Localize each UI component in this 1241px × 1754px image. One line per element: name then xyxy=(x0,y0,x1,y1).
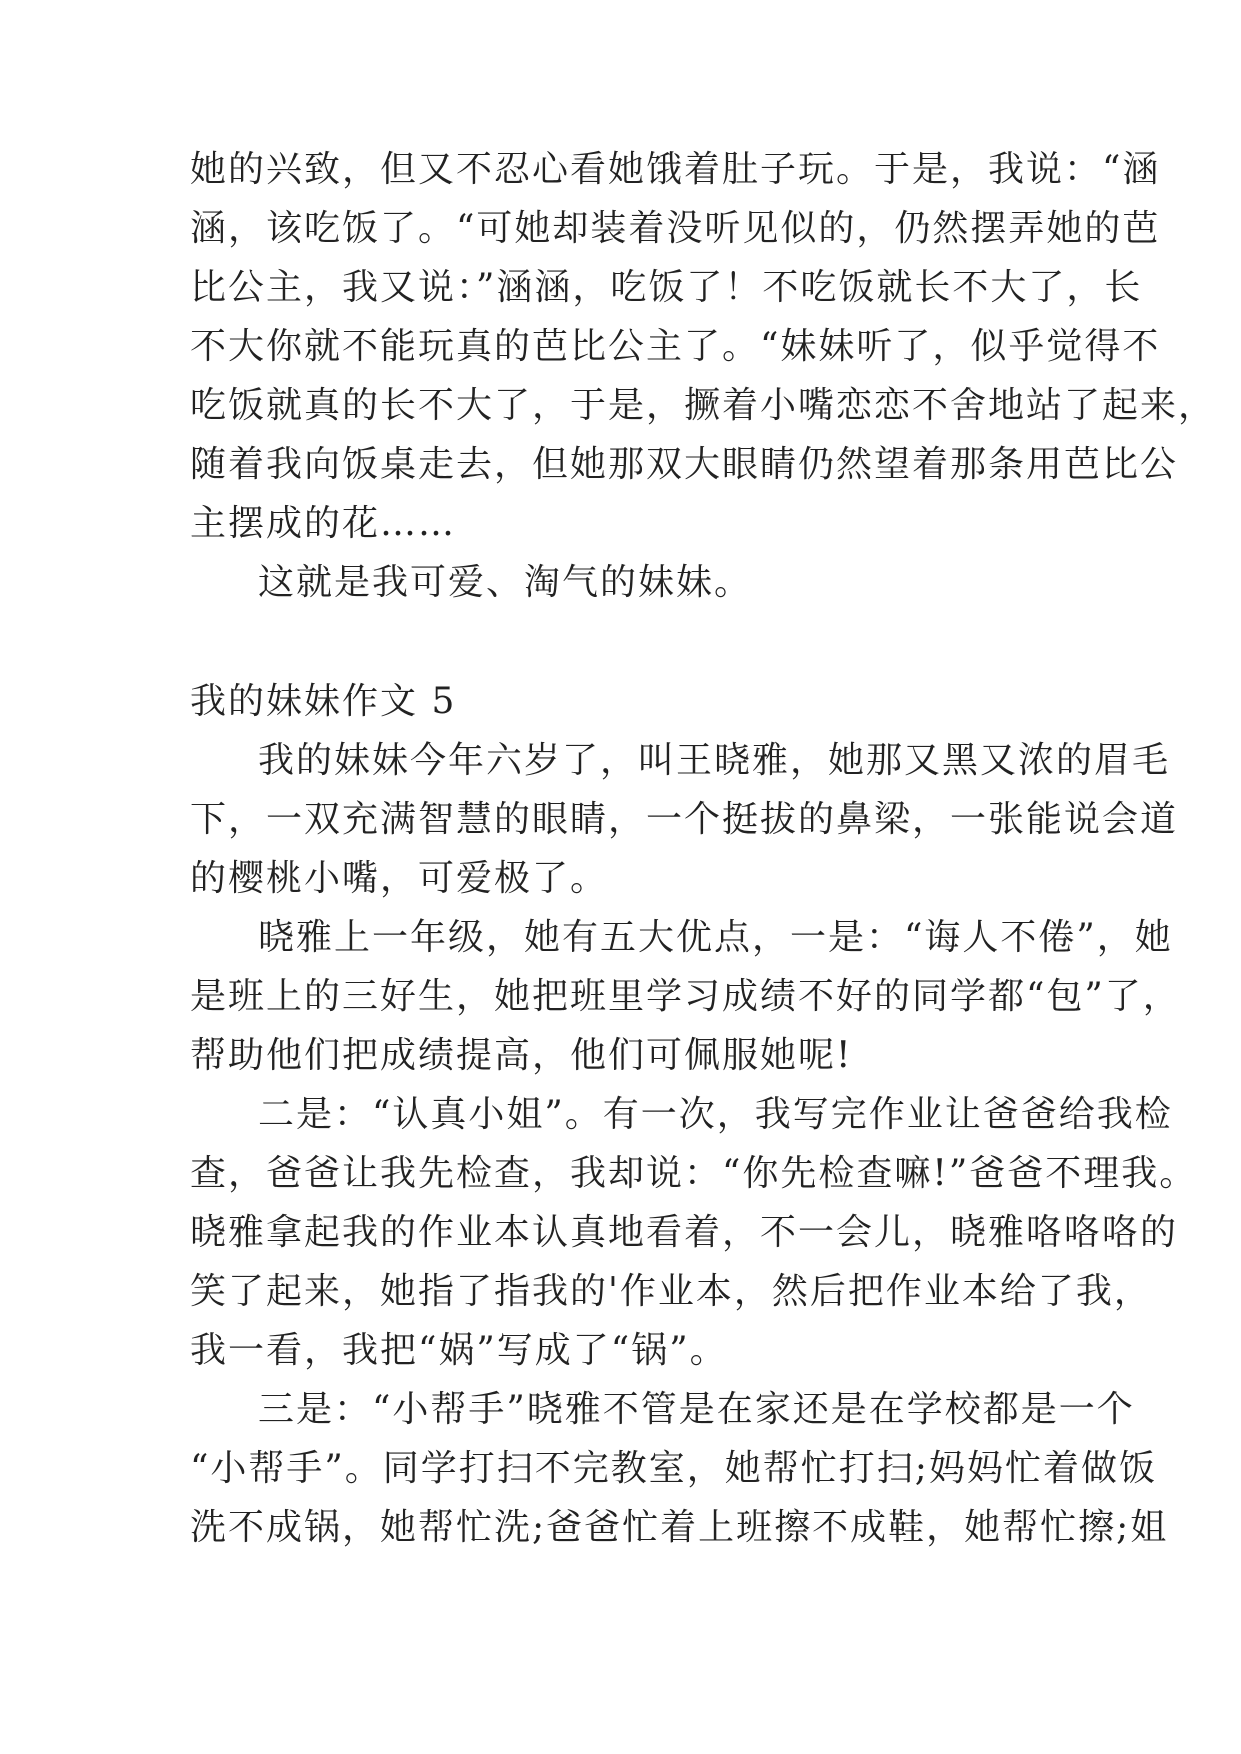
paragraph-line: “小帮手”。同学打扫不完教室，她帮忙打扫;妈妈忙着做饭 xyxy=(190,1448,1157,1489)
paragraph-line: 随着我向饭桌走去，但她那双大眼睛仍然望着那条用芭比公 xyxy=(190,444,1179,485)
paragraph-line: 三是：“小帮手”晓雅不管是在家还是在学校都是一个 xyxy=(258,1389,1135,1430)
section-title: 我的妹妹作文 5 xyxy=(190,681,457,722)
paragraph-line: 下，一双充满智慧的眼睛，一个挺拔的鼻梁，一张能说会道 xyxy=(190,799,1179,840)
paragraph-line: 晓雅上一年级，她有五大优点，一是：“诲人不倦”，她 xyxy=(258,917,1173,958)
paragraph-line: 二是：“认真小姐”。有一次，我写完作业让爸爸给我检 xyxy=(258,1094,1173,1135)
paragraph-line: 我一看，我把“娲”写成了“锅”。 xyxy=(190,1330,728,1371)
paragraph-line: 的樱桃小嘴，可爱极了。 xyxy=(190,858,609,899)
paragraph-line: 帮助他们把成绩提高，他们可佩服她呢! xyxy=(190,1035,853,1076)
paragraph-line: 查，爸爸让我先检查，我却说：“你先检查嘛!”爸爸不理我。 xyxy=(190,1153,1198,1194)
closing-line: 这就是我可爱、淘气的妹妹。 xyxy=(258,562,753,603)
paragraph-line: 她的兴致，但又不忍心看她饿着肚子玩。于是，我说：“涵 xyxy=(190,149,1161,190)
paragraph-line: 吃饭就真的长不大了，于是，撅着小嘴恋恋不舍地站了起来， xyxy=(190,385,1217,426)
paragraph-line: 比公主，我又说：”涵涵，吃饭了！不吃饭就长不大了，长 xyxy=(190,267,1143,308)
paragraph-line: 晓雅拿起我的作业本认真地看着，不一会儿，晓雅咯咯咯的 xyxy=(190,1212,1179,1253)
paragraph-line: 我的妹妹今年六岁了，叫王晓雅，她那又黑又浓的眉毛 xyxy=(258,740,1171,781)
paragraph-line: 笑了起来，她指了指我的'作业本，然后把作业本给了我， xyxy=(190,1271,1152,1312)
paragraph-line: 不大你就不能玩真的芭比公主了。“妹妹听了，似乎觉得不 xyxy=(190,326,1161,367)
paragraph-line: 洗不成锅，她帮忙洗;爸爸忙着上班擦不成鞋，她帮忙擦;姐 xyxy=(190,1507,1169,1548)
paragraph-line: 主摆成的花…… xyxy=(190,503,457,544)
paragraph-line: 涵，该吃饭了。“可她却装着没听见似的，仍然摆弄她的芭 xyxy=(190,208,1161,249)
paragraph-line: 是班上的三好生，她把班里学习成绩不好的同学都“包”了， xyxy=(190,976,1181,1017)
